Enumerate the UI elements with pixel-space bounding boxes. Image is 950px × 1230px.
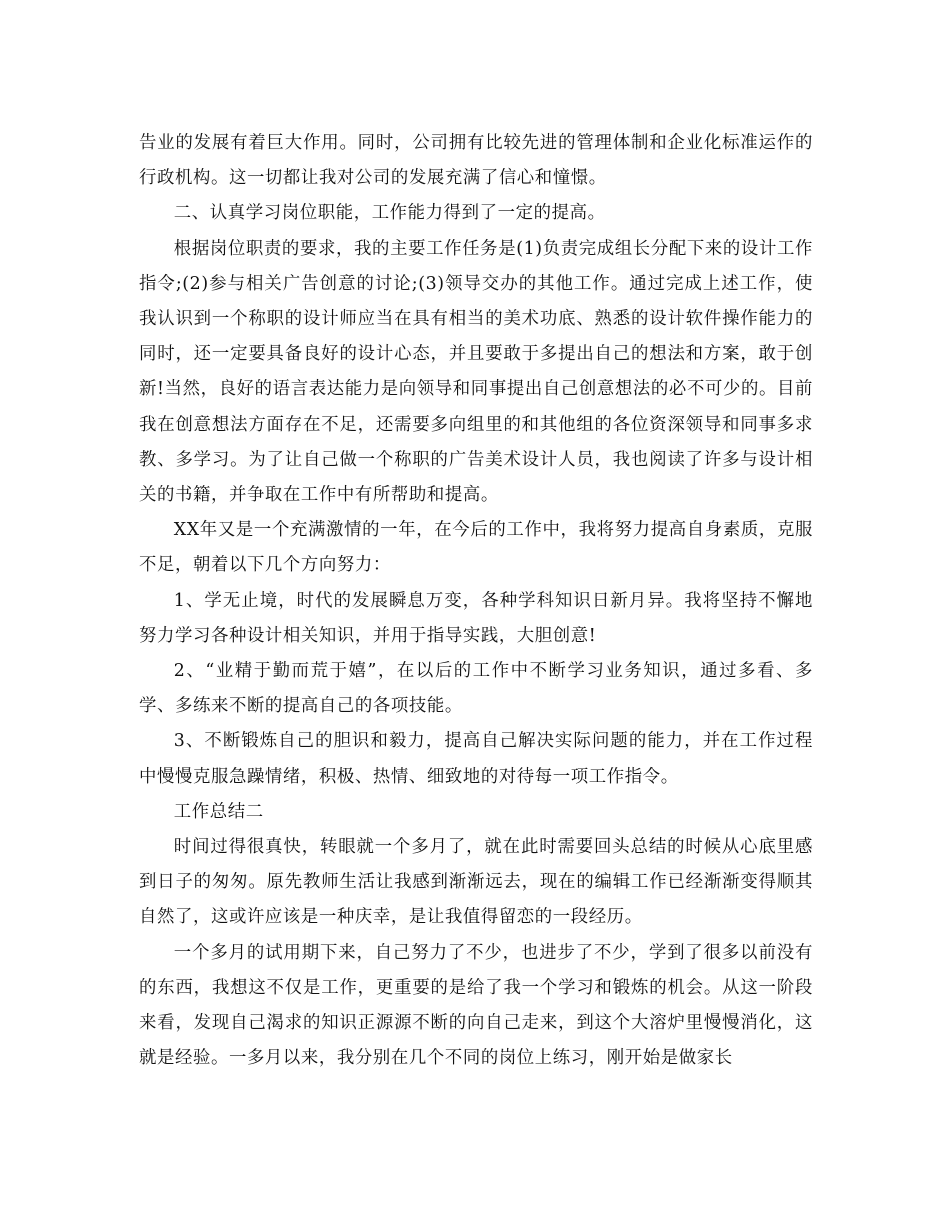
section-heading-2: 二、认真学习岗位职能，工作能力得到了一定的提高。 xyxy=(173,203,606,224)
list-item-3: 3、不断锻炼自己的胆识和毅力，提高自己解决实际问题的能力，并在工作过程中慢慢克服急躁情绪，积极、热情、细致地的对待每一项工作指令。 xyxy=(139,731,813,787)
paragraph-3: 根据岗位职责的要求，我的主要工作任务是(1)负责完成组长分配下来的设计工作指令;(2)参与相关广告创意的讨论;(3)领导交办的其他工作。通过完成上述工作，使我认识到一个称职的设计师应当在具有相当的美术功底、熟悉的设计软件操作能力的同时，还一定要具备良好的设计心态，并且要敢于多提出自己的想法和方案，敢于创新!当然，良好的语言表达能力是向领导和同事提出自己创意想法的必不可少的。目前我在创意想法方面存在不足，还需要多向组里的和其他组的各位资深领导和同事多求教、多学习。为了让自己做一个称职的广告美术设计人员，我也阅读了许多与设计相关的书籍，并争取在工作中有所帮助和提高。 xyxy=(139,238,813,506)
list-item-2: 2、“业精于勤而荒于嬉”，在以后的工作中不断学习业务知识，通过多看、多学、多练来不断的提高自己的各项技能。 xyxy=(139,661,813,717)
paragraph-1: 告业的发展有着巨大作用。同时，公司拥有比较先进的管理体制和企业化标准运作的行政机构。这一切都让我对公司的发展充满了信心和憧憬。 xyxy=(139,133,813,189)
section-title-summary-2: 工作总结二 xyxy=(173,801,264,822)
list-item-1: 1、学无止境，时代的发展瞬息万变，各种学科知识日新月异。我将坚持不懈地努力学习各种设计相关知识，并用于指导实践，大胆创意! xyxy=(139,590,813,646)
paragraph-4: XX年又是一个充满激情的一年，在今后的工作中，我将努力提高自身素质，克服不足，朝着以下几个方向努力： xyxy=(139,520,813,576)
paragraph-9: 时间过得很真快，转眼就一个多月了，就在此时需要回头总结的时候从心底里感到日子的匆匆。原先教师生活让我感到渐渐远去，现在的编辑工作已经渐渐变得顺其自然了，这或许应该是一种庆幸，是让我值得留恋的一段经历。 xyxy=(139,837,813,928)
paragraph-10: 一个多月的试用期下来，自己努力了不少，也进步了不少，学到了很多以前没有的东西，我想这不仅是工作，更重要的是给了我一个学习和锻炼的机会。从这一阶段来看，发现自己渴求的知识正源源不断的向自己走来，到这个大溶炉里慢慢消化，这就是经验。一多月以来，我分别在几个不同的岗位上练习，刚开始是做家长 xyxy=(139,942,813,1069)
document-body xyxy=(139,126,813,1076)
